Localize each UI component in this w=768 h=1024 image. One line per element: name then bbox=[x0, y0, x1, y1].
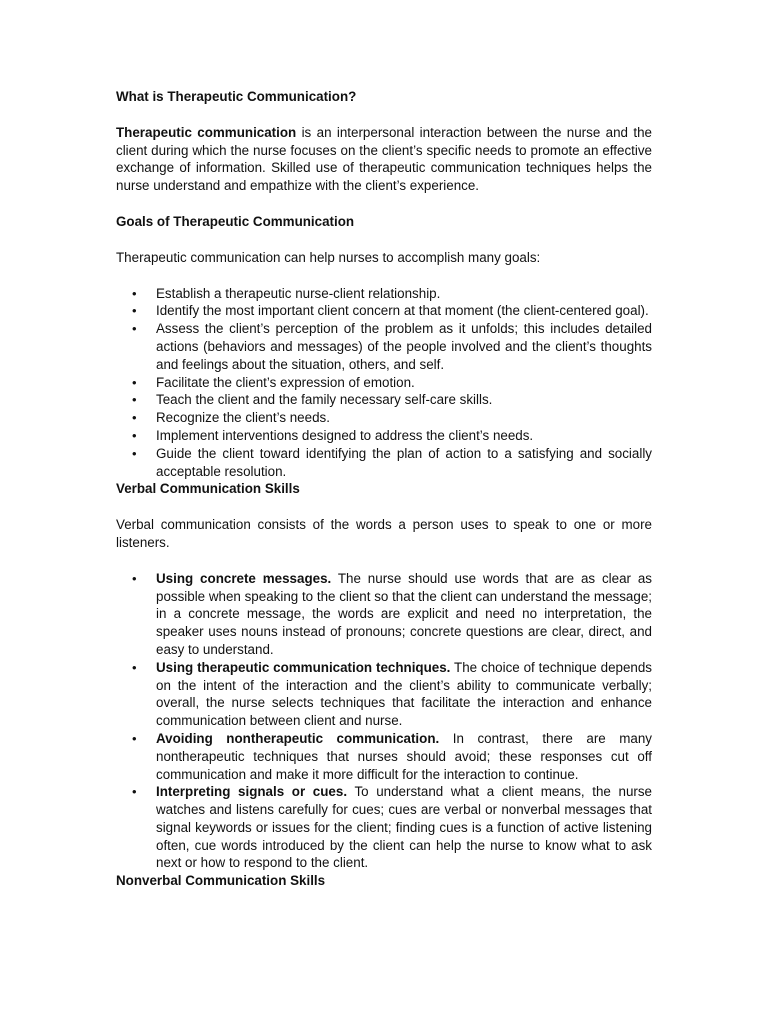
verbal-intro: Verbal communication consists of the words a person uses to speak to one or more listeners. bbox=[116, 517, 652, 550]
skill-title: Interpreting signals or cues. bbox=[156, 784, 348, 800]
goal-text: Establish a therapeutic nurse-client relationship. bbox=[156, 285, 441, 301]
goal-text: Recognize the client’s needs. bbox=[156, 410, 330, 426]
list-item bbox=[116, 783, 652, 872]
bullet-icon: • bbox=[132, 570, 137, 586]
skill-text: To understand what a client means, the nurse watches and listens carefully for cues; cues are verbal or nonverbal messages that signal keywords or issues for the client; finding cues is a function of active listening often, cue words introduced by the client can help the nurse to know what to ask next or how to respond to the client. bbox=[156, 784, 652, 871]
definition-paragraph bbox=[116, 124, 652, 195]
skill-title: Using therapeutic communication techniques. bbox=[156, 659, 451, 675]
bullet-icon: • bbox=[132, 730, 137, 746]
document-page bbox=[116, 88, 652, 890]
definition-term: Therapeutic communication bbox=[116, 124, 297, 140]
list-item bbox=[116, 427, 652, 445]
verbal-skills-list bbox=[116, 570, 652, 873]
heading-verbal-communication: Verbal Communication Skills bbox=[116, 481, 300, 497]
list-item bbox=[116, 570, 652, 659]
skill-text: The nurse should use words that are as clear as possible when speaking to the client so that the client can understand the message; in a concrete message, the words are explicit and need no interpretation, the speaker uses nouns instead of pronouns; concrete questions are clear, direct, and easy to understand. bbox=[156, 570, 652, 657]
skill-text: In contrast, there are many nontherapeutic techniques that nurses should avoid; these responses cut off communication and make it more difficult for the interaction to continue. bbox=[156, 730, 653, 782]
list-item bbox=[116, 320, 652, 373]
bullet-icon: • bbox=[132, 784, 137, 800]
list-item bbox=[116, 409, 652, 427]
skill-text: The choice of technique depends on the intent of the interaction and the client’s ability to communicate verbally; overall, the nurse selects techniques that facilitate the interaction and enhance communication between client and nurse. bbox=[156, 659, 652, 729]
bullet-icon: • bbox=[132, 445, 137, 461]
heading-goals: Goals of Therapeutic Communication bbox=[116, 213, 355, 229]
list-item bbox=[116, 391, 652, 409]
bullet-icon: • bbox=[132, 659, 137, 675]
heading-nonverbal-communication: Nonverbal Communication Skills bbox=[116, 873, 326, 889]
bullet-icon: • bbox=[132, 303, 137, 319]
goals-list bbox=[116, 285, 652, 481]
goals-intro: Therapeutic communication can help nurses to accomplish many goals: bbox=[116, 249, 541, 265]
list-item bbox=[116, 730, 652, 783]
bullet-icon: • bbox=[132, 374, 137, 390]
bullet-icon: • bbox=[132, 285, 137, 301]
skill-title: Avoiding nontherapeutic communication. bbox=[156, 730, 440, 746]
list-item bbox=[116, 659, 652, 730]
bullet-icon: • bbox=[132, 427, 137, 443]
bullet-icon: • bbox=[132, 410, 137, 426]
bullet-icon: • bbox=[132, 392, 137, 408]
goal-text: Guide the client toward identifying the plan of action to a satisfying and socially acceptable resolution. bbox=[156, 445, 652, 479]
list-item bbox=[116, 285, 652, 303]
goal-text: Assess the client’s perception of the problem as it unfolds; this includes detailed actions (behaviors and messages) of the people involved and the client’s thoughts and feelings about the situation, others, and self. bbox=[156, 321, 652, 372]
goal-text: Facilitate the client’s expression of emotion. bbox=[156, 374, 415, 390]
goal-text: Teach the client and the family necessary self-care skills. bbox=[156, 392, 493, 408]
definition-text: is an interpersonal interaction between the nurse and the client during which the nurse focuses on the client’s specific needs to promote an effective exchange of information. Skilled use of therapeutic communication techniques helps the nurse understand and empathize with the client’s experience. bbox=[116, 124, 652, 194]
list-item bbox=[116, 302, 652, 320]
list-item bbox=[116, 374, 652, 392]
bullet-icon: • bbox=[132, 321, 137, 337]
heading-what-is-therapeutic-communication: What is Therapeutic Communication? bbox=[116, 89, 357, 104]
goal-text: Implement interventions designed to address the client’s needs. bbox=[156, 427, 534, 443]
list-item bbox=[116, 445, 652, 481]
skill-title: Using concrete messages. bbox=[156, 570, 332, 586]
goal-text: Identify the most important client concern at that moment (the client-centered goal). bbox=[156, 303, 649, 319]
